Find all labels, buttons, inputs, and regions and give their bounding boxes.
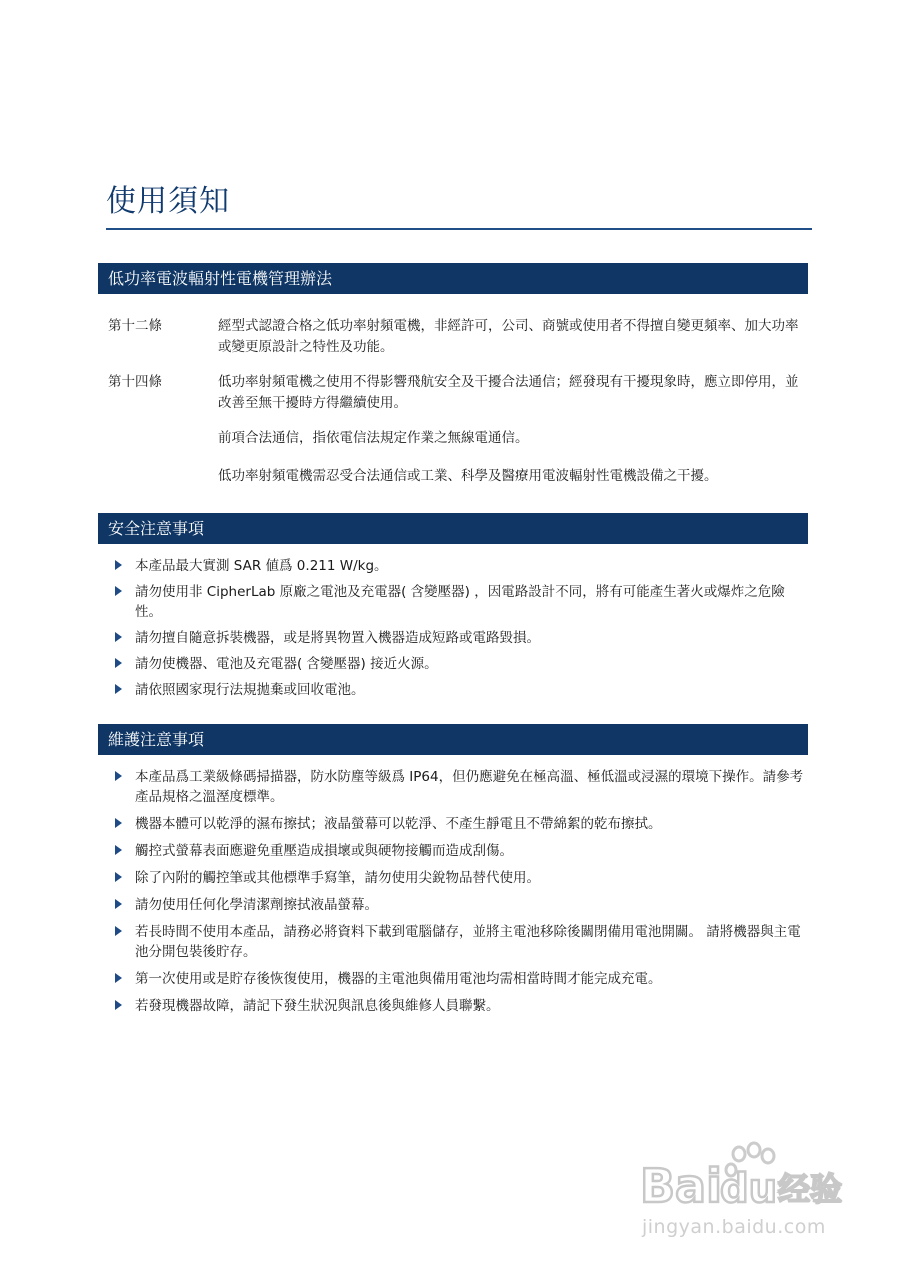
list-item (114, 628, 804, 648)
maintenance-list (114, 767, 804, 1023)
list-item-text: 請勿使用任何化學清潔劑擦拭液晶螢幕。 (135, 897, 378, 913)
list-item (114, 767, 804, 807)
section-heading-radio-regulations: 低功率電波輻射性電機管理辦法 (98, 263, 808, 294)
triangle-bullet-icon (115, 899, 122, 909)
triangle-bullet-icon (115, 658, 122, 668)
list-item (114, 582, 804, 622)
article-text: 低功率射頻電機之使用不得影響飛航安全及干擾合法通信；經發現有干擾現象時，應立即停用，並改善至無干擾時方得繼續使用。 (218, 374, 799, 411)
article-12 (108, 316, 808, 358)
triangle-bullet-icon (115, 1000, 122, 1010)
svg-text:du: du (720, 1166, 778, 1212)
paragraph: 低功率射頻電機需忍受合法通信或工業、科學及醫療用電波輻射性電機設備之干擾。 (218, 468, 718, 484)
triangle-bullet-icon (115, 926, 122, 936)
list-item-text: 第一次使用或是貯存後恢復使用，機器的主電池與備用電池均需相當時間才能完成充電。 (135, 971, 662, 987)
triangle-bullet-icon (115, 845, 122, 855)
list-item (114, 969, 804, 989)
list-item-text: 請依照國家現行法規拋棄或回收電池。 (135, 682, 365, 698)
svg-text:经验: 经验 (778, 1170, 843, 1208)
list-item (114, 654, 804, 674)
article-label: 第十二條 (108, 318, 162, 334)
list-item-text: 機器本體可以乾淨的濕布擦拭；液晶螢幕可以乾淨、不產生靜電且不帶綿絮的乾布擦拭。 (135, 816, 662, 832)
triangle-bullet-icon (115, 632, 122, 642)
article-14 (108, 372, 808, 414)
triangle-bullet-icon (115, 586, 122, 596)
title-divider (106, 228, 812, 230)
list-item (114, 814, 804, 834)
triangle-bullet-icon (115, 684, 122, 694)
list-item-text: 本產品爲工業級條碼掃描器，防水防塵等級爲 IP64，但仍應避免在極高溫、極低溫或浸濕的環境下操作。請參考產品規格之溫溼度標準。 (135, 769, 804, 805)
list-item-text: 若長時間不使用本產品，請務必將資料下載到電腦儲存，並將主電池移除後關閉備用電池開關。 請將機器與主電池分開包裝後貯存。 (135, 924, 801, 960)
triangle-bullet-icon (115, 818, 122, 828)
svg-text:Bai: Bai (640, 1159, 722, 1213)
baidu-logo-icon (640, 1140, 855, 1216)
section-heading-maintenance: 維護注意事項 (98, 724, 808, 755)
triangle-bullet-icon (115, 560, 122, 570)
list-item-text: 請勿擅自隨意拆裝機器，或是將異物置入機器造成短路或電路毀損。 (135, 630, 540, 646)
paragraph: 前項合法通信，指依電信法規定作業之無線電通信。 (218, 430, 529, 446)
article-text: 經型式認證合格之低功率射頻電機，非經許可，公司、商號或使用者不得擅自變更頻率、加大功率或變更原設計之特性及功能。 (218, 318, 799, 355)
triangle-bullet-icon (115, 973, 122, 983)
list-item-text: 若發現機器故障，請記下發生狀況與訊息後與維修人員聯繫。 (135, 998, 500, 1014)
safety-list (114, 556, 804, 706)
list-item (114, 868, 804, 888)
list-item-text: 本產品最大實測 SAR 値爲 0.211 W/kg。 (135, 558, 388, 574)
list-item-text: 請勿使機器、電池及充電器( 含變壓器) 接近火源。 (135, 656, 438, 672)
list-item (114, 895, 804, 915)
list-item (114, 922, 804, 962)
list-item-text: 觸控式螢幕表面應避免重壓造成損壞或與硬物接觸而造成刮傷。 (135, 843, 513, 859)
list-item (114, 680, 804, 700)
triangle-bullet-icon (115, 771, 122, 781)
page-title: 使用須知 (106, 184, 230, 219)
list-item (114, 996, 804, 1016)
list-item-text: 請勿使用非 CipherLab 原廠之電池及充電器( 含變壓器) ，因電路設計不同，將有可能產生著火或爆炸之危險性。 (135, 584, 785, 620)
section-heading-safety: 安全注意事項 (98, 513, 808, 544)
baidu-jingyan-watermark (640, 1140, 860, 1250)
triangle-bullet-icon (115, 872, 122, 882)
watermark-url: jingyan.baidu.com (642, 1216, 826, 1238)
list-item-text: 除了內附的觸控筆或其他標準手寫筆，請勿使用尖銳物品替代使用。 (135, 870, 540, 886)
list-item (114, 556, 804, 576)
list-item (114, 841, 804, 861)
article-label: 第十四條 (108, 374, 162, 390)
